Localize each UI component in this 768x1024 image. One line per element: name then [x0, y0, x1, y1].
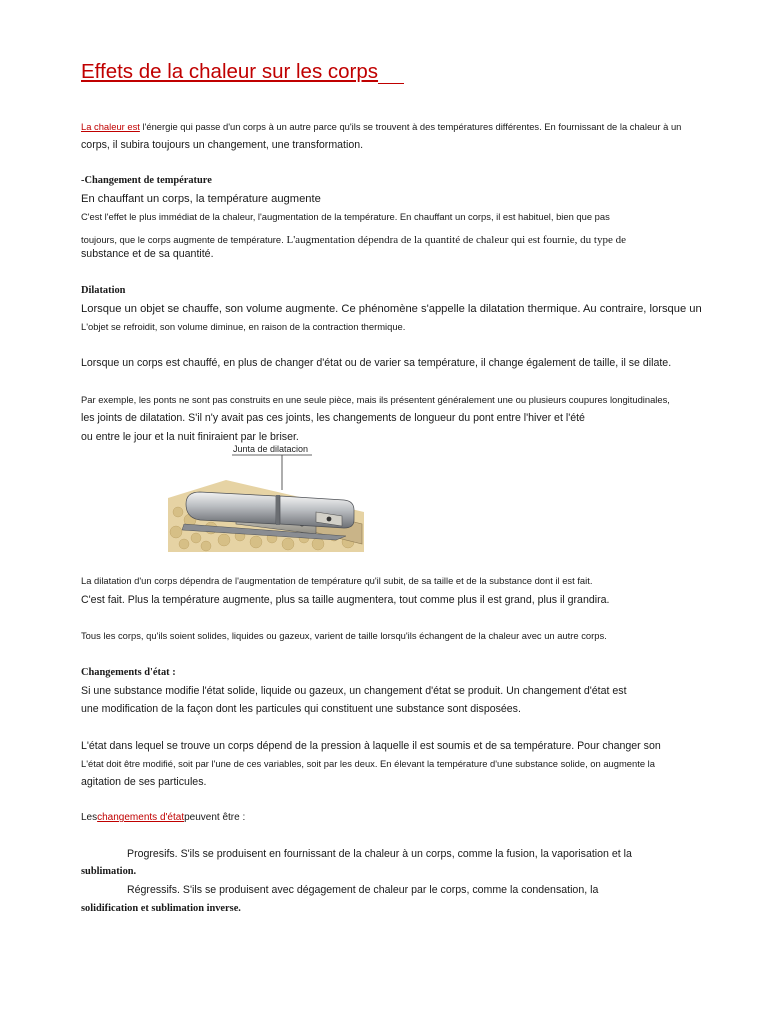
dilatation-para-4-line-1: La dilatation d'un corps dépendra de l'augmentation de température qu'il subit, de sa taille et de la substance dont il est fait.: [81, 575, 593, 586]
section-heading-dilatation: Dilatation: [81, 285, 126, 296]
dilatation-para-3-line-2: les joints de dilatation. S'il n'y avait pas ces joints, les changements de longueur du pont entre l'hiver et l'été: [81, 412, 585, 424]
etat-para-2-line-3: agitation de ses particules.: [81, 776, 207, 788]
page-title: Effets de la chaleur sur les corps: [81, 60, 404, 84]
section-heading-etat: Changements d'état :: [81, 667, 176, 678]
intro-line-2: corps, il subira toujours un changement, une transformation.: [81, 139, 364, 151]
etat-line-1: Si une substance modifie l'état solide, liquide ou gazeux, un changement d'état se produit. Un changement d'état est: [81, 685, 627, 697]
temp-line-4: substance et de sa quantité.: [81, 248, 214, 260]
etat-para-2-line-2: L'état doit être modifié, soit par l'une de ces variables, soit par les deux. En élevant la température d'une substance solide, on augmente la: [81, 758, 655, 769]
dilatation-para-4-line-2: C'est fait. Plus la température augmente, plus sa taille augmentera, tout comme plus il est grand, plus il grandira.: [81, 594, 610, 606]
temp-line-1: En chauffant un corps, la température augmente: [81, 193, 321, 205]
bullet-item-regressifs-cont: solidification et sublimation inverse.: [81, 903, 241, 914]
dilatation-para-3-line-3: ou entre le jour et la nuit finiraient par le briser.: [81, 431, 299, 443]
dilatation-line-1: Lorsque un objet se chauffe, son volume augmente. Ce phénomène s'appelle la dilatation thermique. Au contraire, lorsque un: [81, 303, 702, 315]
temp-line-2: C'est l'effet le plus immédiat de la chaleur, l'augmentation de la température. En chauffant un corps, il est habituel, bien que pas: [81, 211, 610, 222]
bullet-item-regressifs: Régressifs. S'ils se produisent avec dégagement de chaleur par le corps, comme la condensation, la: [127, 884, 599, 896]
section-heading-temperature: -Changement de température: [81, 175, 212, 186]
dilatation-line-2: L'objet se refroidit, son volume diminue, en raison de la contraction thermique.: [81, 321, 406, 332]
dilatation-para-5: Tous les corps, qu'ils soient solides, liquides ou gazeux, varient de taille lorsqu'ils échangent de la chaleur avec un autre corps.: [81, 630, 607, 641]
expansion-joint-figure: [166, 440, 364, 552]
chaleur-link[interactable]: La chaleur est: [81, 121, 140, 132]
dilatation-para-3-line-1: Par exemple, les ponts ne sont pas construits en une seule pièce, mais ils présentent généralement une ou plusieurs coupures longitudinales,: [81, 394, 670, 405]
etat-les-line: Leschangements d'étatpeuvent être :: [81, 812, 246, 823]
dilatation-para-2: Lorsque un corps est chauffé, en plus de changer d'état ou de varier sa température, il change également de taille, il se dilate.: [81, 357, 672, 369]
figure-label: Junta de dilatacion: [233, 444, 309, 454]
intro-line-1: La chaleur est l'énergie qui passe d'un corps à un autre parce qu'ils se trouvent à des températures différentes. En fournissant de la chaleur à un: [81, 121, 682, 132]
etat-para-2-line-1: L'état dans lequel se trouve un corps dépend de la pression à laquelle il est soumis et de sa température. Pour changer son: [81, 740, 661, 752]
rail-illustration: [166, 440, 364, 552]
temp-line-3: toujours, que le corps augmente de température. L'augmentation dépendra de la quantité de chaleur qui est fournie, du type de: [81, 234, 626, 246]
etat-line-2: une modification de la façon dont les particules qui constituent une substance sont disposées.: [81, 703, 521, 715]
bullet-item-progresifs: Progresifs. S'ils se produisent en fournissant de la chaleur à un corps, comme la fusion, la vaporisation et la: [127, 848, 632, 860]
bullet-item-progresifs-cont: sublimation.: [81, 866, 137, 877]
changements-etat-link[interactable]: changements d'état: [97, 812, 185, 823]
